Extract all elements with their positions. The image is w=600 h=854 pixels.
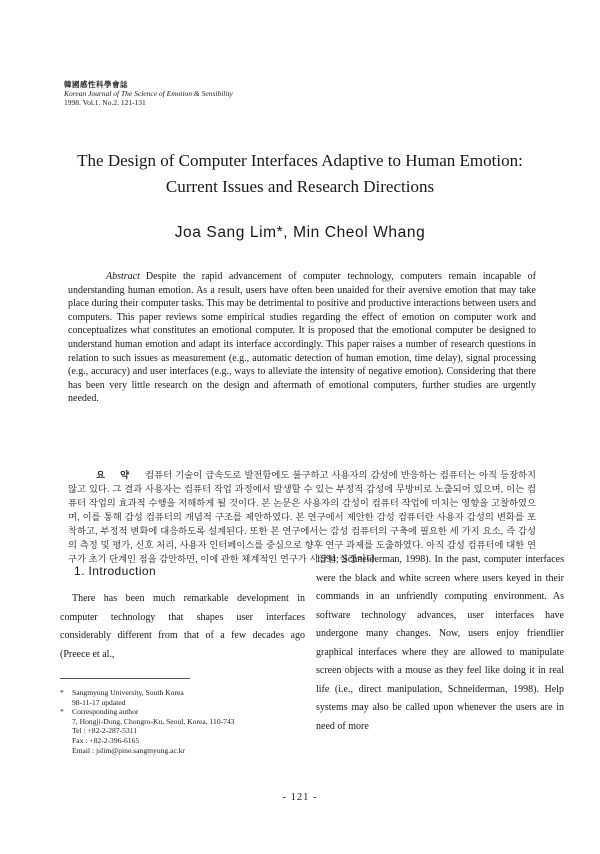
footnote-email: Email : jslim@pine.sangmyung.ac.kr: [72, 745, 186, 755]
footnote-tel: Tel : +82-2-287-5311: [72, 726, 138, 736]
paper-title: [40, 148, 560, 200]
section-heading-introduction: 1. Introduction: [74, 564, 157, 578]
introduction-text-right: 1994; Schneiderman, 1998). In the past, computer interfaces were the black and white screen where users keyed in their commands in an unfriendly computing environment. As software technology advances, user interfaces have undergone many changes. Now, users enjoy friendlier graphical interfaces where they are allowed to manipulate screen objects with a mouse as they feel like doing it in real life (i.e., direct manipulation, Schneiderman, 1998). Help systems may also be called upon whenever the users are in need of more: [316, 554, 564, 732]
paper-title-line2: Current Issues and Research Directions: [165, 177, 435, 196]
page-number: - 121 -: [282, 792, 318, 803]
footnote-mark: *: [60, 707, 64, 717]
introduction-text-left: There has been much remarkable development in computer technology that shapes user interfaces considerably different from that of a few decades ago (Preece et al.,: [60, 593, 305, 660]
paper-title-line1: The Design of Computer Interfaces Adaptive to Human Emotion:: [77, 151, 523, 170]
abstract-label: Abstract: [106, 271, 140, 282]
journal-citation: 1998. Vol.1. No.2. 121-131: [64, 98, 146, 107]
footnote-address: 7, Hongji-Dong, Chongro-Ku, Seoul, Korea, 110-743: [72, 716, 235, 726]
footnote-corresponding: [60, 707, 305, 717]
footnote-updated: 98-11-17 updated: [72, 697, 126, 707]
abstract-korean-text: 컴퓨터 기술이 급속도로 발전함에도 불구하고 사용자의 감성에 반응하는 컴퓨터는 아직 등장하지 않고 있다. 그 결과 사용자는 컴퓨터 작업 과정에서 발생할 수 있는 부정적 감성에 무방비로 노출되어 있으며, 이는 컴퓨터 작업의 효과적 수행을 저해하게 될 것이다. 본 논문은 사용자의 감성이 컴퓨터 작업에 미치는 영향을 고찰하였으며, 이를 통해 감성 컴퓨터의 개념적 구조를 제안하였다. 본 연구에서 제안한 감성 컴퓨터란 사용자 감성의 변화를 포착하고, 부정적 변화에 대응하도록 설계된다. 또한 본 연구에서는 감성 컴퓨터의 구축에 필요한 세 가지 요소, 즉 감성의 측정 및 평가, 신호 처리, 사용자 인터페이스를 중심으로 향후 연구 과제를 도출하였다. 아직 감성 컴퓨터에 대한 연구가 초기 단계인 점을 감안하면, 이에 관한 체계적인 연구가 시급한 실정이다.: [68, 470, 537, 564]
footnote-corresponding-text: Corresponding author: [72, 707, 139, 717]
footnote-affiliation: [60, 688, 305, 698]
footnote-fax: Fax : +82-2-396-6165: [72, 735, 140, 745]
journal-name-korean: 韓國感性科學會誌: [64, 80, 128, 89]
footnotes: [60, 688, 305, 755]
journal-header: [64, 80, 364, 107]
footnote-mark: *: [60, 688, 64, 697]
footnote-affiliation-text: Sangmyung University, South Korea: [72, 688, 184, 697]
paper-authors: Joa Sang Lim*, Min Cheol Whang: [174, 224, 426, 241]
abstract-korean-label: 요 약: [96, 470, 136, 480]
footnote-divider: [60, 678, 190, 679]
journal-name-english: Korean Journal of The Science of Emotion & Sensibility: [64, 89, 233, 98]
abstract-english: [68, 270, 536, 406]
abstract-text: Despite the rapid advancement of computer technology, computers remain incapable of understanding human emotion. As a result, users have often been unaided for their aversive emotion that may take place during their computer tasks. This may be detrimental to positive and productive interactions between users and computers. This paper reviews some empirical studies regarding the effect of emotion on computer work and conceptualizes what constitutes an emotional computer. It is proposed that the emotional computer be designed to understand human emotion and adapt its interface accordingly. This paper raises a number of research questions in relation to such issues as measurement (e.g., automatic detection of human emotion, time delay), signal processing (e.g., accuracy) and user interfaces (e.g., ways to alleviate the intensity of negative emotion). Considering that there has been very little research on the design and aftermath of emotional computers, further studies are urgently needed.: [68, 271, 536, 405]
left-column: [60, 560, 305, 664]
